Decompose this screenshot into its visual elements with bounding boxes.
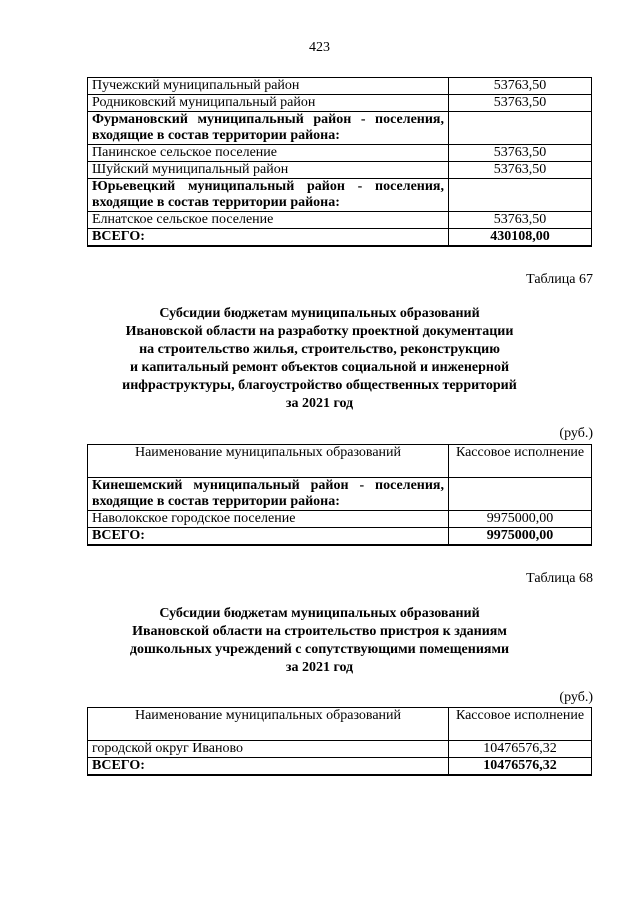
header-value: Кассовое исполнение <box>449 445 592 478</box>
row-name: городской округ Иваново <box>88 741 449 758</box>
caption-line: дошкольных учреждений с сопутствующими помещениями <box>129 642 510 657</box>
table-continued <box>87 77 592 247</box>
table-row <box>88 162 592 179</box>
table-row <box>88 478 592 511</box>
row-value: 9975000,00 <box>449 511 592 528</box>
table-row <box>88 145 592 162</box>
row-value: 53763,50 <box>449 212 592 229</box>
caption-line: за 2021 год <box>285 396 354 411</box>
row-value <box>449 112 592 145</box>
caption-line: Субсидии бюджетам муниципальных образований <box>159 606 480 621</box>
table-68-caption <box>0 605 639 677</box>
row-name: Пучежский муниципальный район <box>88 78 449 95</box>
row-name: Фурмановский муниципальный район - поселения, входящие в состав территории района: <box>88 112 449 145</box>
total-label: ВСЕГО: <box>88 758 449 776</box>
table-68-label: Таблица 68 <box>526 571 593 586</box>
page-number: 423 <box>309 40 330 55</box>
row-value: 10476576,32 <box>449 741 592 758</box>
total-row <box>88 758 592 776</box>
row-name: Юрьевецкий муниципальный район - поселения, входящие в состав территории района: <box>88 179 449 212</box>
caption-line: Субсидии бюджетам муниципальных образований <box>159 306 480 321</box>
row-name: Панинское сельское поселение <box>88 145 449 162</box>
table-row <box>88 112 592 145</box>
total-value: 9975000,00 <box>449 528 592 546</box>
table-header <box>88 445 592 478</box>
total-label: ВСЕГО: <box>88 229 449 247</box>
row-value <box>449 179 592 212</box>
header-name: Наименование муниципальных образований <box>88 445 449 478</box>
table-row <box>88 212 592 229</box>
caption-line: и капитальный ремонт объектов социальной и инженерной <box>129 360 510 375</box>
header-name: Наименование муниципальных образований <box>88 708 449 741</box>
caption-line: Ивановской области на строительство пристроя к зданиям <box>132 624 507 639</box>
table-67-label: Таблица 67 <box>526 272 593 287</box>
table-row <box>88 741 592 758</box>
total-label: ВСЕГО: <box>88 528 449 546</box>
total-value: 430108,00 <box>449 229 592 247</box>
total-row <box>88 528 592 546</box>
table-67-unit: (руб.) <box>559 426 593 441</box>
table-67 <box>87 444 592 546</box>
row-name: Кинешемский муниципальный район - поселения, входящие в состав территории района: <box>88 478 449 511</box>
table-68 <box>87 707 592 776</box>
caption-line: инфраструктуры, благоустройство общественных территорий <box>122 378 517 393</box>
table-row <box>88 78 592 95</box>
total-value: 10476576,32 <box>449 758 592 776</box>
total-row <box>88 229 592 247</box>
caption-line: на строительство жилья, строительство, реконструкцию <box>139 342 500 357</box>
row-value <box>449 478 592 511</box>
table-68-unit: (руб.) <box>559 690 593 705</box>
row-value: 53763,50 <box>449 162 592 179</box>
row-name: Шуйский муниципальный район <box>88 162 449 179</box>
row-name: Елнатское сельское поселение <box>88 212 449 229</box>
row-name: Родниковский муниципальный район <box>88 95 449 112</box>
row-name: Наволокское городское поселение <box>88 511 449 528</box>
table-row <box>88 511 592 528</box>
header-value: Кассовое исполнение <box>449 708 592 741</box>
table-row <box>88 179 592 212</box>
caption-line: Ивановской области на разработку проектной документации <box>125 324 514 339</box>
table-row <box>88 95 592 112</box>
caption-line: за 2021 год <box>285 660 354 675</box>
row-value: 53763,50 <box>449 95 592 112</box>
row-value: 53763,50 <box>449 145 592 162</box>
row-value: 53763,50 <box>449 78 592 95</box>
table-67-caption <box>0 305 639 413</box>
table-header <box>88 708 592 741</box>
